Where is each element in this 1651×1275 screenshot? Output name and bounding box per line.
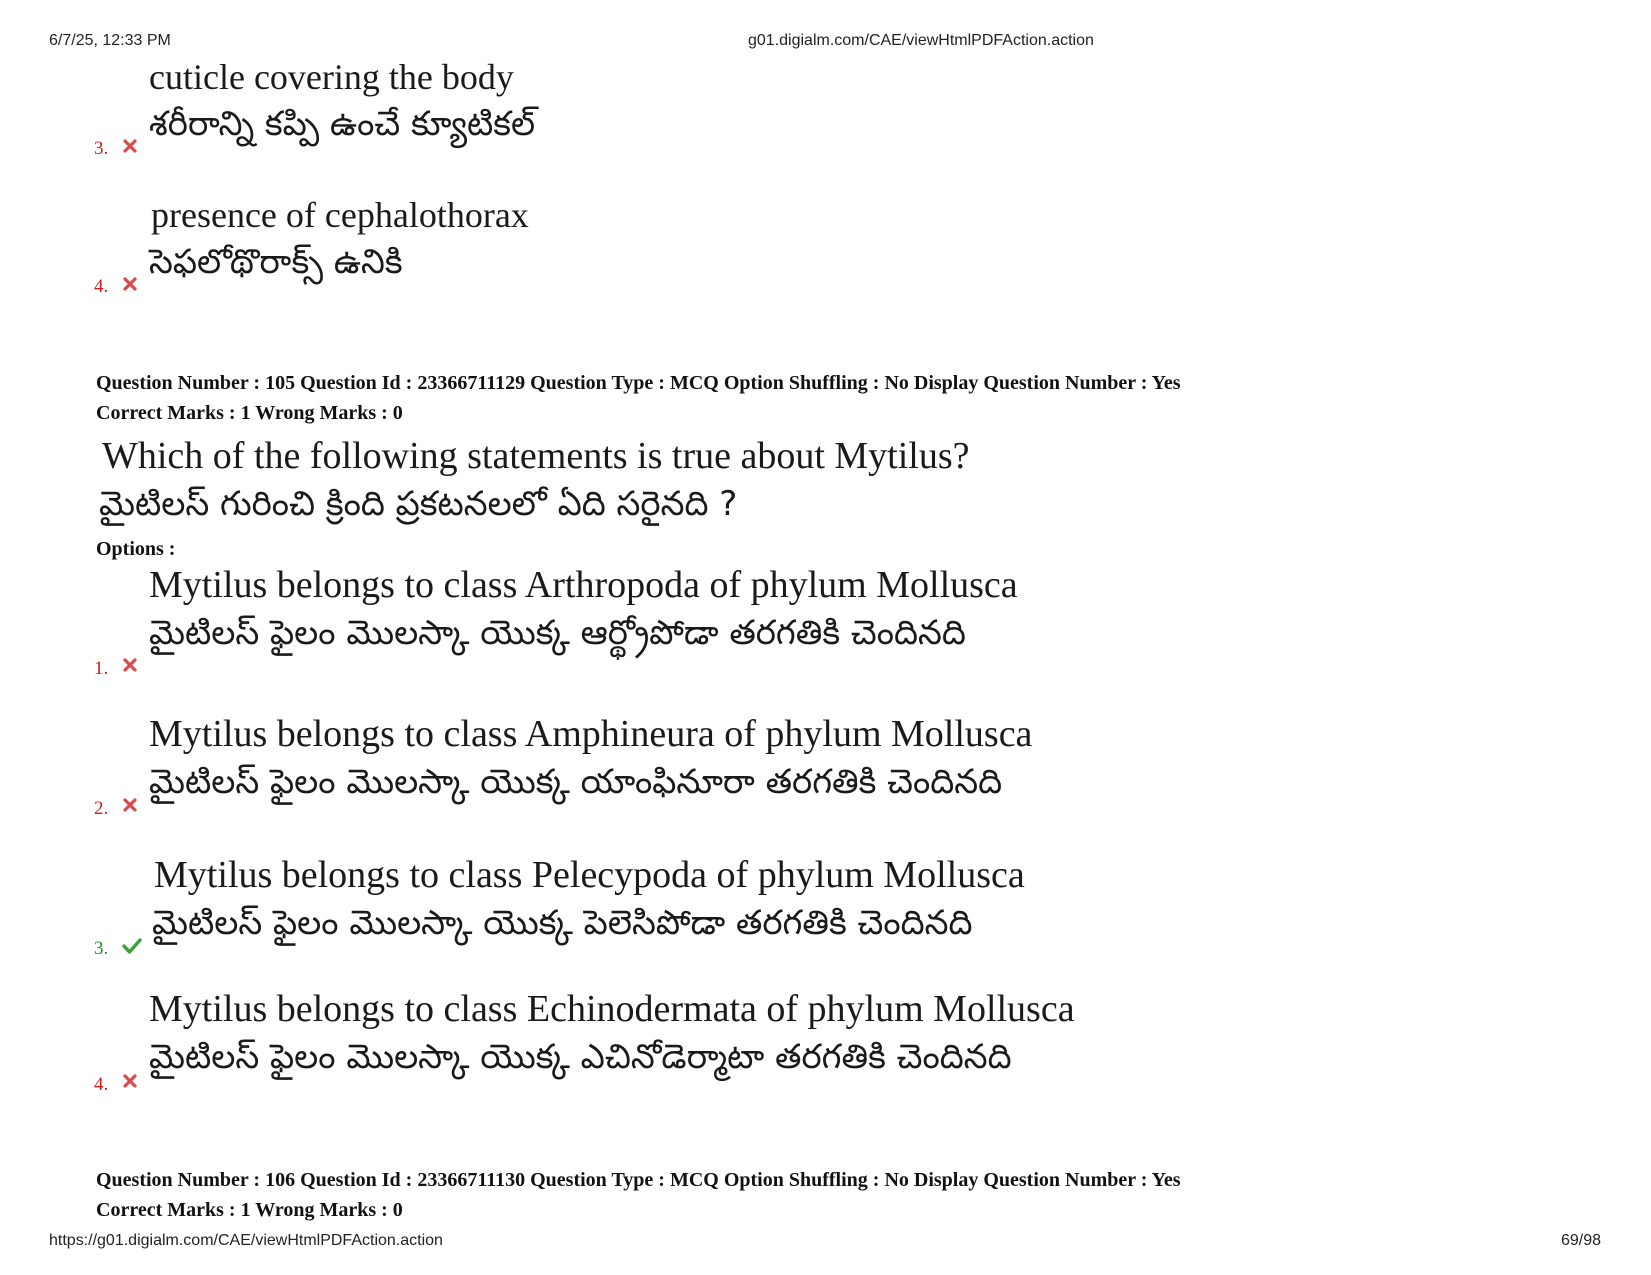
options-label: Options : — [96, 538, 176, 560]
question-marks-106: Correct Marks : 1 Wrong Marks : 0 — [96, 1199, 403, 1221]
option-number: 4. — [94, 1074, 109, 1095]
cross-icon — [122, 138, 138, 154]
question-meta-106: Question Number : 106 Question Id : 23366711130 Question Type : MCQ Option Shuffling : No Display Question Number : Yes — [96, 1169, 1181, 1191]
option-3 — [94, 853, 1294, 973]
option-number: 2. — [94, 798, 109, 819]
option-text-en: Mytilus belongs to class Arthropoda of phylum Mollusca — [149, 564, 1018, 606]
check-icon — [122, 937, 142, 955]
print-datetime: 6/7/25, 12:33 PM — [49, 32, 171, 49]
option-number: 3. — [94, 138, 109, 159]
option-text-te: మైటిలస్ ఫైలం మొలస్కా యొక్క ఆర్థ్రోపోడా తరగతికి చెందినది — [149, 613, 966, 653]
option-text-te: మైటిలస్ ఫైలం మొలస్కా యొక్క పెలెసిపోడా తరగతికి చెందినది — [152, 903, 973, 943]
option-text-te: మైటిలస్ ఫైలం మొలస్కా యొక్క యాంఫినూరా తరగతికి చెందినది — [149, 762, 1003, 802]
cross-icon — [122, 1073, 138, 1089]
question-marks-105: Correct Marks : 1 Wrong Marks : 0 — [96, 402, 403, 424]
print-header-url: g01.digialm.com/CAE/viewHtmlPDFAction.action — [748, 32, 1094, 49]
option-text-te: మైటిలస్ ఫైలం మొలస్కా యొక్క ఎచినోడెర్మాటా తరగతికి చెందినది — [149, 1037, 1012, 1077]
question-text-en: Which of the following statements is true about Mytilus? — [102, 435, 970, 477]
prev-option-3 — [94, 52, 1294, 167]
option-text-en: Mytilus belongs to class Pelecypoda of phylum Mollusca — [154, 854, 1025, 896]
option-1 — [94, 563, 1294, 683]
cross-icon — [122, 657, 138, 673]
print-footer-url: https://g01.digialm.com/CAE/viewHtmlPDFAction.action — [49, 1232, 443, 1249]
option-text-en: cuticle covering the body — [149, 57, 514, 97]
option-4 — [94, 987, 1294, 1107]
option-number: 1. — [94, 658, 109, 679]
option-text-te: సెఫలోథొరాక్స్ ఉనికి — [149, 242, 403, 282]
option-text-en: Mytilus belongs to class Amphineura of phylum Mollusca — [149, 713, 1033, 755]
option-number: 3. — [94, 938, 109, 959]
page-number: 69/98 — [1561, 1232, 1602, 1249]
option-number: 4. — [94, 276, 109, 297]
cross-icon — [122, 276, 138, 292]
cross-icon — [122, 797, 138, 813]
prev-option-4 — [94, 190, 1294, 305]
option-text-te: శరీరాన్ని కప్పి ఉంచే క్యూటికల్ — [149, 104, 536, 144]
option-text-en: Mytilus belongs to class Echinodermata of phylum Mollusca — [149, 988, 1075, 1030]
question-text-te: మైటిలస్ గురించి క్రింది ప్రకటనలలో ఏది సరైనది ? — [99, 484, 738, 524]
question-meta-105: Question Number : 105 Question Id : 23366711129 Question Type : MCQ Option Shuffling : No Display Question Number : Yes — [96, 372, 1181, 394]
option-2 — [94, 712, 1294, 832]
option-text-en: presence of cephalothorax — [151, 195, 529, 235]
